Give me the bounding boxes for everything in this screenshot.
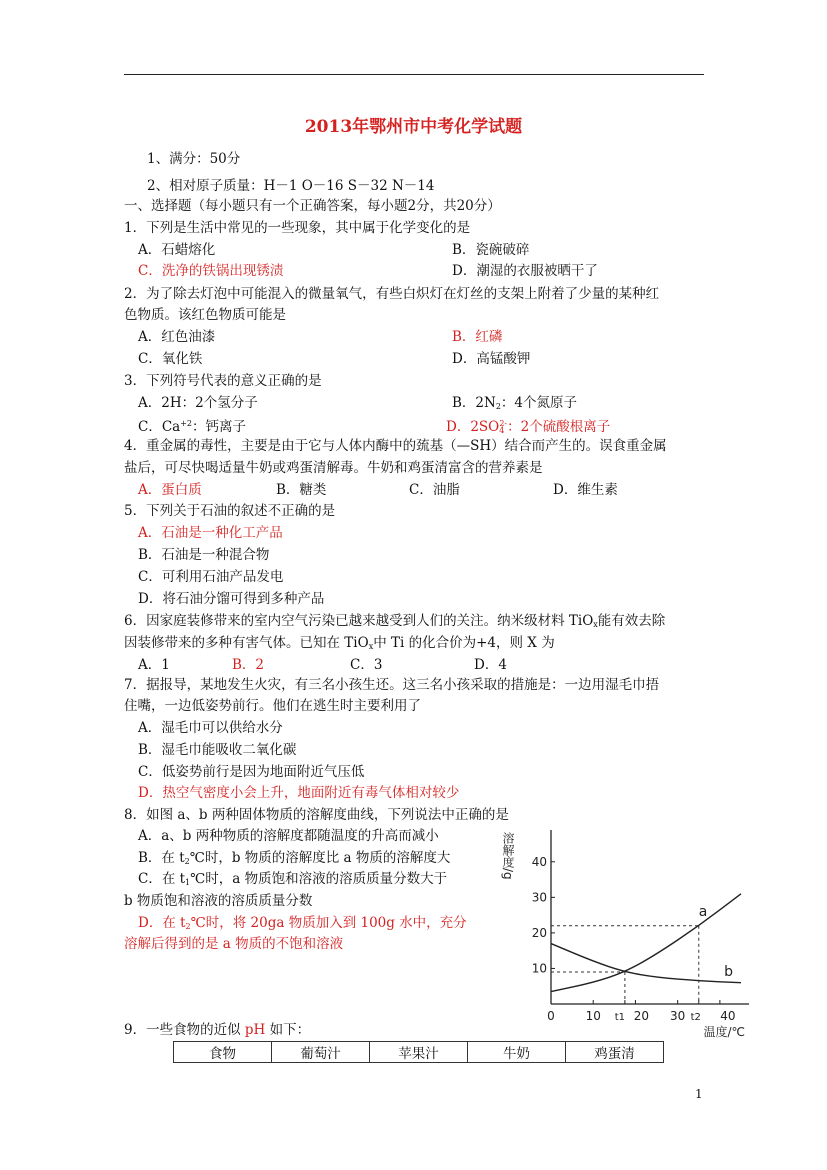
x-tick-label: 20 [633, 1009, 650, 1023]
q6-stem-line2: 因装修带来的多种有害气体。已知在 TiO$_x$中 Ti 的化合价为+4，则 X 为 [124, 635, 555, 651]
table-cell: 苹果汁 [370, 1042, 468, 1063]
curve-a [551, 894, 741, 992]
x-tick-label: t1 [614, 1012, 626, 1023]
q7-option-c: C．低姿势前行是因为地面附近气压低 [138, 764, 365, 780]
curve-label-b: b [724, 963, 734, 980]
chart-ylabel: 溶解度/g [501, 832, 515, 880]
atomic-mass-line: 2、相对原子质量：H－1 O－16 S－32 N－14 [147, 178, 435, 194]
q6-option-c: C．3 [350, 657, 383, 673]
q4-stem-line1: 4．重金属的毒性，主要是由于它与人体内酶中的巯基（—SH）结合而产生的。误食重金属 [124, 438, 667, 454]
q4-option-c: C．油脂 [409, 482, 460, 498]
q6-option-a: A．1 [138, 657, 170, 673]
y-tick-label: 20 [531, 925, 547, 940]
q5-option-c: C．可利用石油产品发电 [138, 569, 284, 585]
q5-stem: 5．下列关于石油的叙述不正确的是 [124, 503, 336, 519]
header-rule [124, 74, 704, 75]
q1-stem: 1．下列是生活中常见的一些现象，其中属于化学变化的是 [124, 220, 471, 236]
q1-option-c: C．洗净的铁锅出现锈渍 [138, 263, 284, 279]
food-ph-table [173, 1041, 664, 1063]
q8-option-b: B．在 $t_2℃$时，b 物质的溶解度比 a 物质的溶解度大 [138, 850, 451, 866]
q8-option-c-cont: b 物质饱和溶液的溶质质量分数 [124, 893, 313, 909]
q7-option-b: B．湿毛巾能吸收二氧化碳 [138, 742, 297, 758]
q1-option-d: D．潮湿的衣服被晒干了 [452, 263, 598, 279]
x-tick-label: 40 [720, 1009, 736, 1023]
q6-stem-line1: 6．因家庭装修带来的室内空气污染已越来越受到人们的关注。纳米级材料 TiO$_x$能有效去除 [124, 613, 666, 629]
q3-option-b: B．$2N_2$：4个氮原子 [452, 395, 578, 411]
q2-option-b: B．红磷 [452, 329, 503, 345]
y-tick-label: 10 [531, 961, 547, 976]
table-row [174, 1042, 664, 1063]
q4-stem-line2: 盐后，可尽快喝适量牛奶或鸡蛋清解毒。牛奶和鸡蛋清富含的营养素是 [124, 460, 543, 476]
q1-option-b: B．瓷碗破碎 [452, 242, 530, 258]
q3-stem: 3．下列符号代表的意义正确的是 [124, 373, 322, 389]
q8-option-d: D．在 $t_2℃$时，将 20ga 物质加入到 100g 水中，充分 [138, 915, 467, 931]
q3-option-a: A．2H：2个氢分子 [138, 395, 258, 411]
q5-option-d: D．将石油分馏可得到多种产品 [138, 591, 325, 607]
curve-label-a: a [698, 903, 708, 920]
q2-option-d: D．高锰酸钾 [452, 351, 531, 367]
y-tick-label: 30 [531, 890, 547, 905]
page-number: 1 [695, 1087, 703, 1101]
q8-option-c: C．在 $t_1℃$时，a 物质饱和溶液的溶质质量分数大于 [138, 871, 448, 887]
q7-option-a: A．湿毛巾可以供给水分 [138, 720, 283, 736]
q7-stem-line2: 住嘴，一边低姿势前行。他们在逃生时主要利用了 [124, 698, 421, 714]
q9-stem: 9．一些食物的近似 pH 如下： [124, 1022, 311, 1038]
q3-option-d: D．$2SO_4^{2-}$：2个硫酸根离子 [446, 419, 611, 435]
q7-stem-line1: 7．据报导，某地发生火灾，有三名小孩生还。这三名小孩采取的措施是：一边用湿毛巾捂 [124, 677, 660, 693]
q8-option-a: A．a、b 两种物质的溶解度都随温度的升高而减小 [138, 828, 439, 844]
table-cell: 葡萄汁 [272, 1042, 370, 1063]
x-tick-label: 30 [670, 1009, 686, 1023]
q4-option-d: D．维生素 [553, 482, 618, 498]
q2-option-a: A．红色油漆 [138, 329, 216, 345]
q5-option-b: B．石油是一种混合物 [138, 547, 270, 563]
y-tick-label: 40 [531, 854, 547, 869]
solubility-chart [500, 826, 745, 1040]
x-tick-label: 0 [547, 1009, 555, 1023]
table-cell: 牛奶 [468, 1042, 566, 1063]
x-tick-label: 10 [585, 1009, 601, 1023]
q2-stem-line2: 色物质。该红色物质可能是 [124, 307, 286, 323]
q1-option-a: A．石蜡熔化 [138, 242, 216, 258]
table-cell: 食物 [174, 1042, 272, 1063]
q6-option-d: D．4 [474, 657, 507, 673]
q4-option-b: B．糖类 [276, 482, 327, 498]
curve-b [551, 944, 741, 983]
x-tick-label: t2 [690, 1012, 701, 1023]
q2-stem-line1: 2．为了除去灯泡中可能混入的微量氧气，有些白炽灯在灯丝的支架上附着了少量的某种红 [124, 286, 660, 302]
full-score-line: 1、满分：50分 [147, 151, 241, 167]
q8-option-d-cont: 溶解后得到的是 a 物质的不饱和溶液 [124, 936, 344, 952]
q7-option-d: D．热空气密度小会上升，地面附近有毒气体相对较少 [138, 785, 460, 801]
q4-option-a: A．蛋白质 [138, 482, 202, 498]
q6-option-b: B．2 [232, 657, 265, 673]
section-heading: 一、选择题（每小题只有一个正确答案，每小题2分，共20分） [124, 198, 501, 214]
table-cell: 鸡蛋清 [566, 1042, 664, 1063]
page-title: 2013年鄂州市中考化学试题 [304, 117, 523, 137]
q5-option-a: A．石油是一种化工产品 [138, 525, 283, 541]
chart-xlabel: 温度/℃ [703, 1025, 745, 1039]
q2-option-c: C．氧化铁 [138, 351, 203, 367]
q3-option-c: C．$Ca^{+2}$：钙离子 [138, 419, 247, 435]
q8-stem: 8．如图 a、b 两种固体物质的溶解度曲线，下列说法中正确的是 [124, 807, 509, 823]
